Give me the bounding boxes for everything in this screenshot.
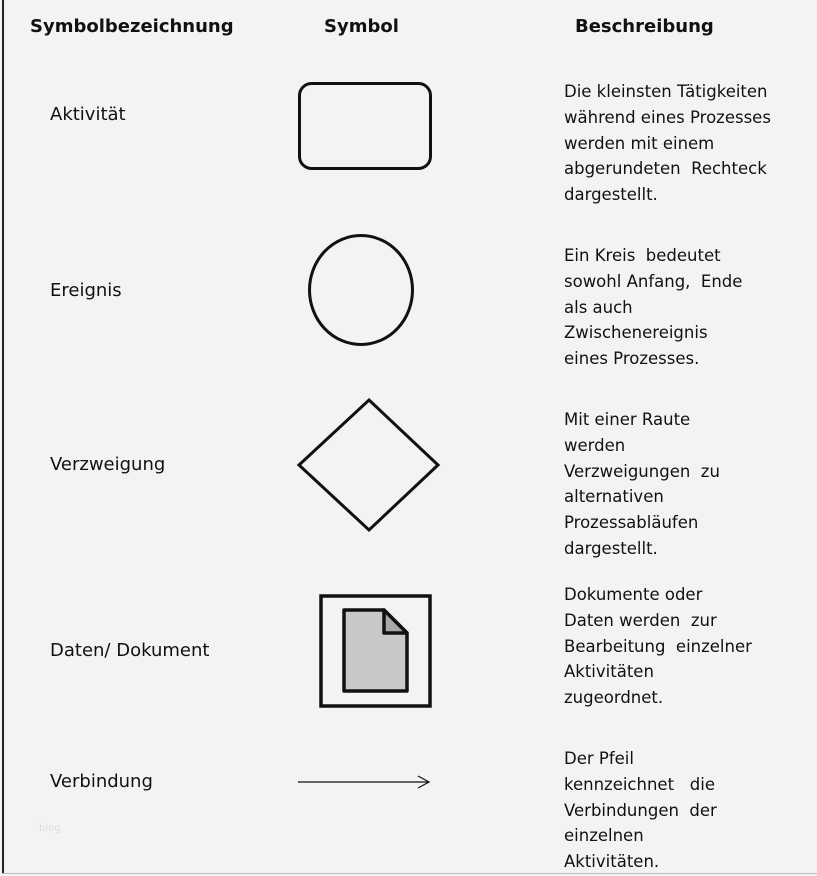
header-description: Beschreibung xyxy=(575,16,714,37)
arrow-icon xyxy=(298,774,432,790)
document-icon xyxy=(319,594,433,708)
row-label-verbindung: Verbindung xyxy=(50,771,153,792)
row-label-daten-dokument: Daten/ Dokument xyxy=(50,640,210,661)
frame-left-border xyxy=(2,0,4,874)
row-description-aktivitaet: Die kleinsten Tätigkeiten während eines Prozesses werden mit einem abgerundeten Rechteck dargestellt. xyxy=(564,82,771,205)
row-description-verzweigung: Mit einer Raute werden Verzweigungen zu alternativen Prozessabläufen dargestellt. xyxy=(564,410,720,558)
row-label-verzweigung: Verzweigung xyxy=(50,454,166,475)
diamond-icon xyxy=(297,398,441,532)
header-symbol-name: Symbolbezeichnung xyxy=(30,16,234,37)
circle-icon xyxy=(308,234,414,346)
header-symbol: Symbol xyxy=(324,16,399,37)
row-description-ereignis: Ein Kreis bedeutet sowohl Anfang, Ende als auch Zwischenereignis eines Prozesses. xyxy=(564,246,743,369)
row-description-verbindung: Der Pfeil kennzeichnet die Verbindungen der einzelnen Aktivitäten. xyxy=(564,749,717,872)
row-label-aktivitaet: Aktivität xyxy=(50,104,126,125)
rounded-rectangle-icon xyxy=(298,82,432,170)
row-description-daten-dokument: Dokumente oder Daten werden zur Bearbeitung einzelner Aktivitäten zugeordnet. xyxy=(564,585,752,708)
row-label-ereignis: Ereignis xyxy=(50,280,122,301)
watermark: blog xyxy=(39,823,61,834)
